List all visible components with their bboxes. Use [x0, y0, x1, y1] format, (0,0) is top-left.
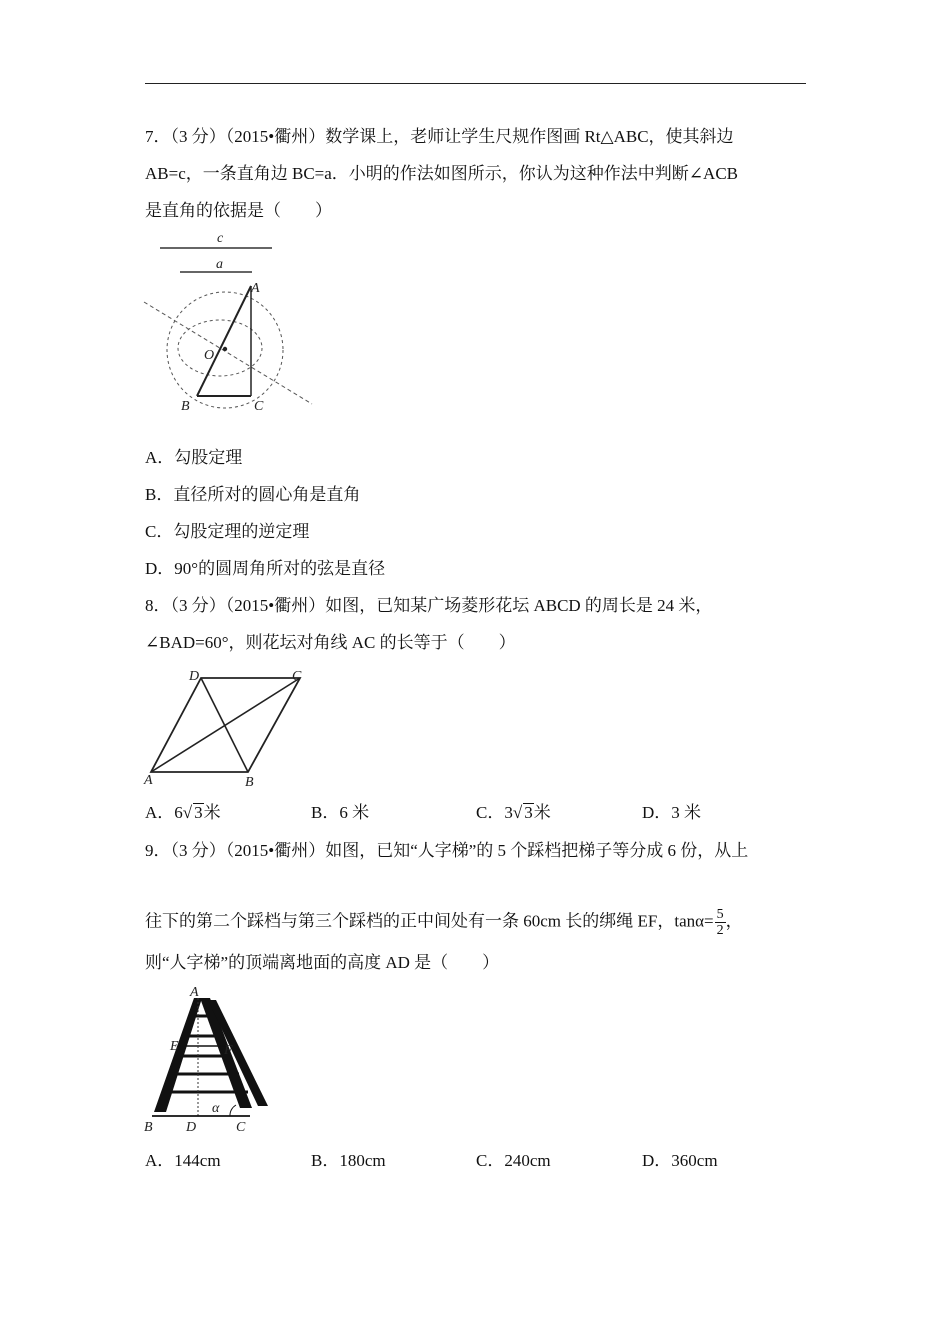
- diagonal-ac: [151, 678, 300, 772]
- diagonal-bd: [201, 678, 248, 772]
- q9-stem-line2: 往下的第二个踩档与第三个踩档的正中间处有一条 60cm 长的绑绳 EF，tanα= $\frac{5}{2}$ ，: [145, 907, 743, 938]
- label-E: E: [170, 1039, 179, 1054]
- q8-option-d[interactable]: D．3 米: [642, 803, 702, 822]
- sqrt-sign: √: [182, 803, 193, 822]
- q7-option-a[interactable]: A．勾股定理: [145, 448, 243, 467]
- label-D: D: [186, 1120, 197, 1135]
- q9-option-d[interactable]: D．360cm: [642, 1151, 718, 1170]
- tan-fraction: $\frac{5}{2}$: [716, 907, 724, 938]
- label-A: A: [251, 281, 260, 296]
- segment-ab: [197, 286, 251, 396]
- label-B: B: [245, 775, 254, 790]
- q9-figure: [140, 984, 280, 1136]
- point-o: [223, 347, 227, 351]
- label-alpha: α: [212, 1101, 220, 1116]
- q8-option-a[interactable]: A．6√ 3米: [145, 803, 221, 822]
- q7-stem-line1: 7．（3 分）（2015•衢州）数学课上，老师让学生尺规作图画 Rt△ABC，使其斜边: [145, 127, 734, 146]
- q8-stem-line1: 8．（3 分）（2015•衢州）如图，已知某广场菱形花坛 ABCD 的周长是 24 米，: [145, 596, 713, 615]
- label-B: B: [181, 399, 190, 414]
- q8-option-c[interactable]: C．3√ 3米: [476, 803, 551, 822]
- q9-option-a[interactable]: A．144cm: [145, 1151, 221, 1170]
- label-c: c: [217, 231, 224, 246]
- sqrt-sign: √: [512, 803, 523, 822]
- q7-stem-line2: AB=c，一条直角边 BC=a．小明的作法如图所示，你认为这种作法中判断∠ACB: [145, 164, 739, 183]
- label-D: D: [189, 669, 200, 684]
- q9-stem-line1: 9．（3 分）（2015•衢州）如图，已知“人字梯”的 5 个踩档把梯子等分成 6 份，从上: [145, 841, 749, 860]
- q7-option-d[interactable]: D．90°的圆周角所对的弦是直径: [145, 559, 386, 578]
- q9-stem-line3: 则“人字梯”的顶端离地面的高度 AD 是（ ）: [145, 953, 500, 972]
- perpendicular-bisector: [144, 302, 312, 404]
- q7-figure: [140, 228, 330, 418]
- label-C: C: [292, 669, 302, 684]
- q8-figure: [140, 664, 320, 794]
- header-rule: [145, 83, 806, 84]
- label-B: B: [144, 1120, 153, 1135]
- q7-option-b[interactable]: B．直径所对的圆心角是直角: [145, 485, 361, 504]
- label-O: O: [204, 348, 215, 363]
- q9-option-c[interactable]: C．240cm: [476, 1151, 551, 1170]
- q9-option-b[interactable]: B．180cm: [311, 1151, 386, 1170]
- q8-option-b[interactable]: B．6 米: [311, 803, 370, 822]
- angle-alpha-arc: [230, 1105, 236, 1116]
- q7-stem-line3: 是直角的依据是（ ）: [145, 201, 332, 220]
- label-C: C: [254, 399, 264, 414]
- label-a: a: [216, 257, 223, 272]
- q8-stem-line2: ∠BAD=60°，则花坛对角线 AC 的长等于（ ）: [145, 633, 516, 652]
- label-A: A: [144, 773, 153, 788]
- label-F: F: [224, 1043, 233, 1058]
- label-A: A: [190, 985, 199, 1000]
- q7-option-c[interactable]: C．勾股定理的逆定理: [145, 522, 310, 541]
- label-C: C: [236, 1120, 246, 1135]
